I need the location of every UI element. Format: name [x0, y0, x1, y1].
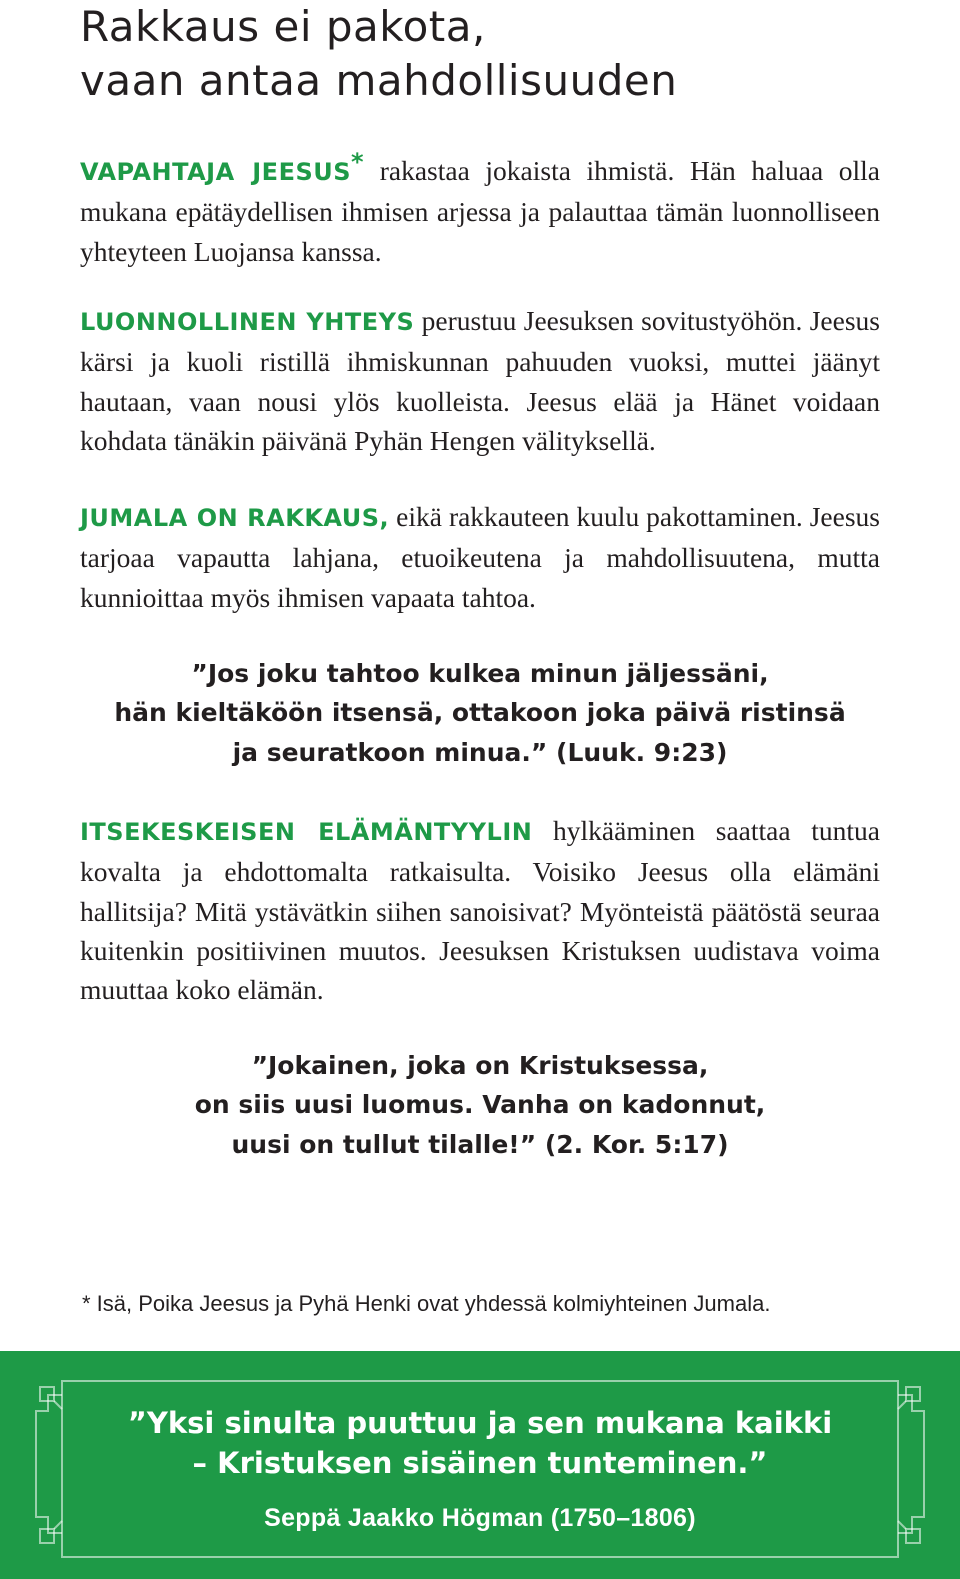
banner-quote-line-2: – Kristuksen sisäinen tunteminen.”: [192, 1446, 768, 1480]
footnote: * Isä, Poika Jeesus ja Pyhä Henki ovat yhdessä kolmiyhteinen Jumala.: [82, 1291, 771, 1316]
quote-line: ja seuratkoon minua.” (Luuk. 9:23): [232, 737, 728, 767]
bible-quote-kor: [80, 1046, 880, 1164]
paragraph-itsekeskeisen: [80, 811, 880, 1009]
paragraph-yhteys: [80, 301, 880, 460]
paragraph-lead: LUONNOLLINEN YHTEYS: [80, 308, 415, 336]
banner-author: Seppä Jaakko Högman (1750–1806): [264, 1504, 696, 1532]
paragraph-text: hylkääminen saattaa tuntua kovalta ja ehdottomalta ratkaisulta. Voisiko Jeesus olla elämäni hallitsija? Mitä ystävätkin siihen sanoisivat? Myönteistä päätöstä seuraa kuitenkin positiivinen muutos. Jeesuksen Kristuksen uudistava voima muuttaa koko elämän.: [80, 815, 880, 1006]
quote-line: hän kieltäköön itsensä, ottakoon joka päivä ristinsä: [114, 698, 846, 728]
title-line-2: vaan antaa mahdollisuuden: [80, 56, 678, 105]
quote-line: ”Jokainen, joka on Kristuksessa,: [251, 1051, 709, 1080]
page-title: [80, 0, 900, 108]
paragraph-text: perustuu Jeesuksen sovitustyöhön. Jeesus kärsi ja kuoli ristillä ihmiskunnan pahuuden vuoksi, muttei jäänyt hautaan, vaan nousi ylös kuolleista. Jeesus elää ja Hänet voidaan kohdata tänäkin päivänä Pyhän Hengen välityksellä.: [80, 305, 880, 456]
paragraph-lead: JUMALA ON RAKKAUS,: [80, 504, 390, 532]
paragraph-text: rakastaa jokaista ihmistä. Hän haluaa olla mukana epätäydellisen ihmisen arjessa ja palauttaa tämän luonnolliseen yhteyteen Luojansa kanssa.: [80, 155, 880, 267]
quote-line: uusi on tullut tilalle!” (2. Kor. 5:17): [231, 1129, 729, 1159]
paragraph-vapahtaja: [80, 143, 880, 271]
paragraph-lead: VAPAHTAJA JEESUS: [80, 158, 352, 187]
title-line-1: Rakkaus ei pakota,: [80, 2, 486, 51]
quote-line: ”Jos joku tahtoo kulkea minun jäljessäni,: [191, 659, 769, 688]
quote-banner: [0, 1351, 960, 1579]
paragraph-lead: ITSEKESKEISEN ELÄMÄNTYYLIN: [80, 818, 533, 846]
footnote-marker: *: [351, 148, 365, 176]
banner-quote: [80, 1403, 880, 1483]
paragraph-text: eikä rakkauteen kuulu pakottaminen. Jeesus tarjoaa vapautta lahjana, etuoikeutena ja mahdollisuutena, mutta kunnioittaa myös ihmisen vapaata tahtoa.: [80, 501, 880, 613]
quote-line: on siis uusi luomus. Vanha on kadonnut,: [194, 1090, 766, 1120]
banner-quote-line-1: ”Yksi sinulta puuttuu ja sen mukana kaikki: [127, 1406, 833, 1440]
bible-quote-luuk: [80, 654, 880, 772]
paragraph-jumala: [80, 497, 880, 617]
